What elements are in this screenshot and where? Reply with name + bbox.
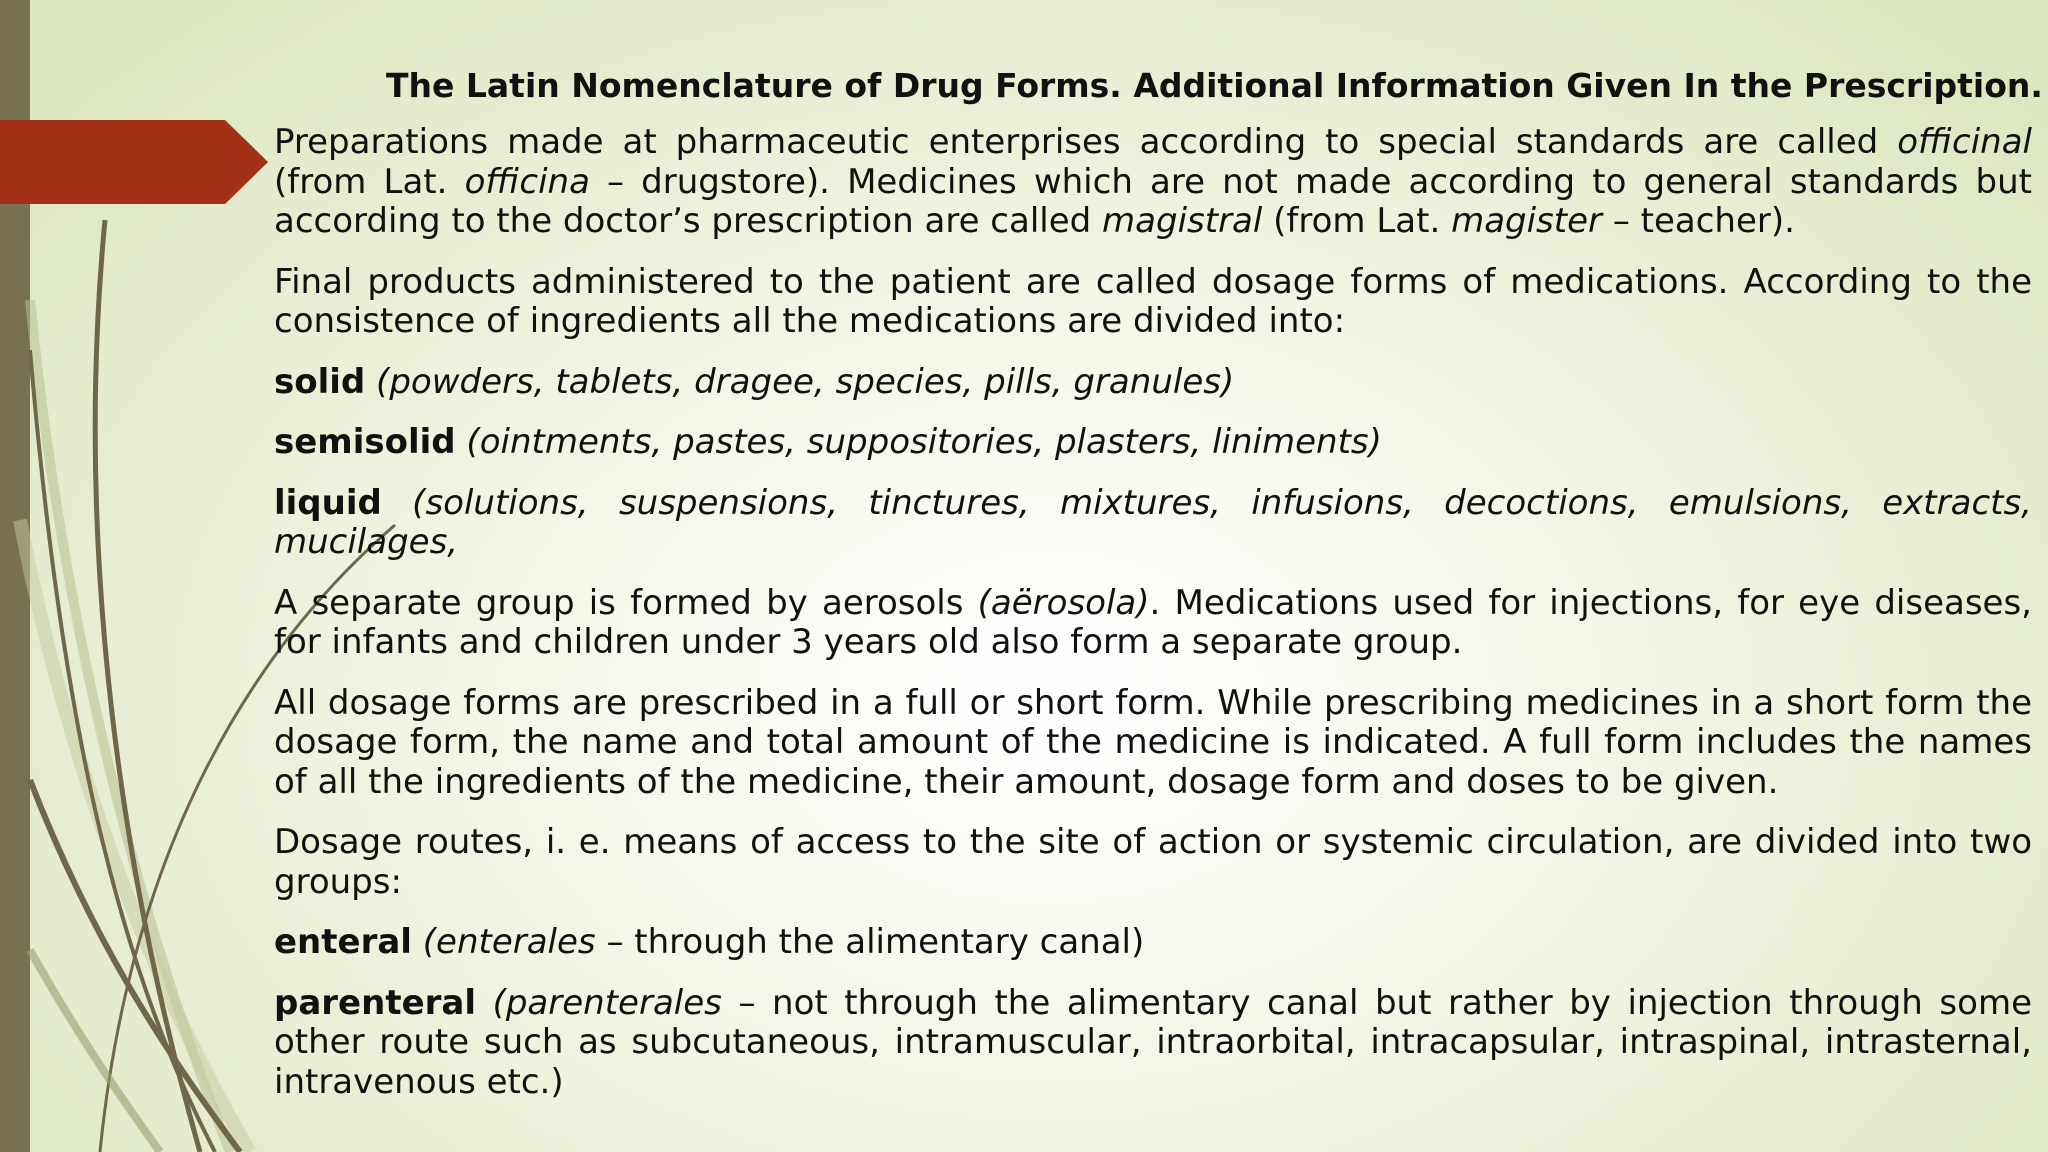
paragraph-full-short-form: All dosage forms are prescribed in a full or short form. While prescribing medicines in a short form the dosage form, the name and total amount of the medicine is indicated. A full form includes the names of all the ingredients of the medicine, their amount, dosage form and doses to be given. xyxy=(274,682,2032,802)
paragraph-aerosols xyxy=(274,584,2032,663)
label-enteral: enteral xyxy=(274,923,412,962)
label-semisolid: semisolid xyxy=(274,423,456,462)
text-segment: – drugstore). Medicines which are not made according to general standards but according to the doctor’s prescription are called xyxy=(274,161,2032,241)
item-liquid xyxy=(274,484,2032,563)
item-enteral xyxy=(274,923,2032,963)
text-segment: (from Lat. xyxy=(1262,201,1452,241)
item-parenteral xyxy=(274,984,2032,1103)
paragraph-dosage-routes: Dosage routes, i. e. means of access to the site of action or systemic circulation, are divided into two groups: xyxy=(274,822,2032,902)
text-segment: (from Lat. xyxy=(274,161,465,202)
label-solid: solid xyxy=(274,362,366,402)
arrow-banner xyxy=(0,120,268,204)
term-enterales: (enterales xyxy=(411,923,596,962)
text-segment: – not through the alimentary canal but rather by injection through some other route such as subcutaneous, intramuscular, intraorbital, intracapsular, intraspinal, intrasternal, intravenous etc.) xyxy=(274,982,2032,1102)
label-liquid: liquid xyxy=(274,482,382,523)
label-parenteral: parenteral xyxy=(274,982,476,1023)
paragraph-officinal-magistral xyxy=(274,123,2032,242)
term-magister: magister xyxy=(1451,201,1603,241)
text-segment: Preparations made at pharmaceutic enterprises according to special standards are called xyxy=(274,122,1898,162)
examples-semisolid: (ointments, pastes, suppositories, plasters, liniments) xyxy=(455,423,1382,462)
examples-solid: (powders, tablets, dragee, species, pills, granules) xyxy=(365,362,1235,402)
term-magistral: magistral xyxy=(1102,201,1263,241)
item-solid xyxy=(274,363,2032,403)
text-segment: – through the alimentary canal) xyxy=(595,923,1145,962)
term-aerosola: (aërosola) xyxy=(977,582,1150,623)
paragraph-dosage-forms-intro: Final products administered to the patient are called dosage forms of medications. According to the consistence of ingredients all the medications are divided into: xyxy=(274,261,2032,341)
examples-liquid: (solutions, suspensions, tinctures, mixtures, infusions, decoctions, emulsions, extracts, mucilages, xyxy=(274,482,2032,562)
term-officinal: officinal xyxy=(1897,122,2032,162)
slide-title: The Latin Nomenclature of Drug Forms. Additional Information Given In the Prescription. xyxy=(386,66,2043,105)
text-segment: – teacher). xyxy=(1602,201,1795,241)
term-parenterales: (parenterales xyxy=(476,982,722,1023)
item-semisolid xyxy=(274,423,2032,463)
term-officina: officina xyxy=(464,161,590,202)
text-segment: . Medications used for injections, for eye diseases, for infants and children under 3 years old also form a separate group. xyxy=(274,582,2032,662)
slide-content xyxy=(274,123,2032,1123)
text-segment: A separate group is formed by aerosols xyxy=(274,582,978,623)
